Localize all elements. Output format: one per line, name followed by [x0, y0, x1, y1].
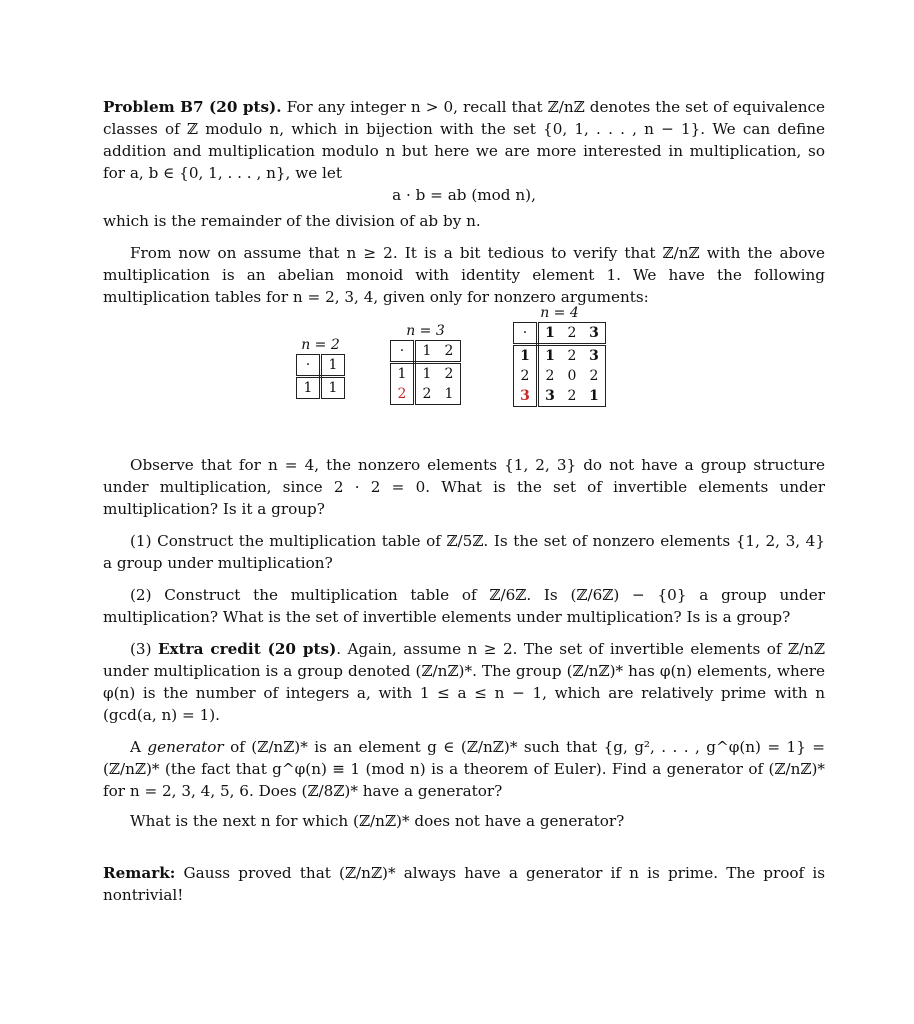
- multiplication-tables: [103, 305, 825, 446]
- question-1: (1) Construct the multiplication table of ℤ/5ℤ. Is the set of nonzero elements {1, 2, 3, 4} a group under multiplication?: [103, 532, 825, 572]
- generator-text: of (ℤ/nℤ)* is an element g ∈ (ℤ/nℤ)* such that {g, g², . . . , g^φ(n) = 1} = (ℤ/nℤ)* (the fact that g^φ(n) ≡ 1 (mod n) is a theorem of Euler). Find a generator of (ℤ/nℤ)* for n = 2, 3, 4, 5, 6. Does (ℤ/8ℤ)* have a generator?: [103, 738, 825, 800]
- table-n4-caption: n = 4: [540, 305, 579, 321]
- problem-intro: [103, 96, 825, 184]
- display-equation: a · b = ab (mod n),: [392, 186, 536, 204]
- problem-intro-text: For any integer n > 0, recall that ℤ/nℤ denotes the set of equivalence classes of ℤ modulo n, which in bijection with the set {0, 1, . . . , n − 1}. We can define addition and multiplication modulo n but here we are more interested in multiplication, so for a, b ∈ {0, 1, . . . , n}, we let: [103, 98, 825, 182]
- table-cell: ·: [391, 341, 415, 363]
- table-cell: 1: [545, 348, 555, 364]
- table-cell: 2: [567, 388, 577, 404]
- table-n4-grid: [513, 322, 606, 407]
- table-n2: [296, 336, 345, 399]
- assumption-paragraph: From now on assume that n ≥ 2. It is a bit tedious to verify that ℤ/nℤ with the above multiplication is an abelian monoid with identity element 1. We have the following multiplication tables for n = 2, 3, 4, given only for nonzero arguments:: [103, 244, 825, 306]
- table-cell: ·: [297, 355, 321, 377]
- generator-term: generator: [147, 738, 224, 756]
- table-cell: 1: [514, 345, 538, 367]
- table-n2-caption: n = 2: [301, 337, 340, 353]
- table-cell: ·: [514, 323, 538, 345]
- remainder-sentence: which is the remainder of the division of ab by n.: [103, 212, 481, 230]
- table-cell: 2: [391, 384, 415, 405]
- generator-paragraph: [103, 736, 825, 802]
- table-cell: 3: [514, 386, 538, 407]
- generator-pre: A: [130, 738, 148, 756]
- table-n3-grid: [390, 340, 461, 405]
- table-n3-caption: n = 3: [406, 323, 445, 339]
- table-cell: 3: [589, 348, 599, 364]
- table-cell: 2: [438, 341, 461, 363]
- table-cell: 1: [444, 386, 454, 402]
- question-3-label: (3): [130, 640, 158, 658]
- table-cell: 1: [321, 355, 345, 377]
- table-cell: 1: [321, 377, 345, 399]
- table-cell: 2: [444, 366, 454, 382]
- next-n-question: What is the next n for which (ℤ/nℤ)* does not have a generator?: [130, 812, 625, 830]
- table-n4: [513, 304, 606, 407]
- table-cell: 1: [538, 323, 562, 345]
- table-n2-grid: [296, 354, 345, 399]
- remark-label: Remark:: [103, 864, 176, 882]
- table-cell: 1: [422, 366, 432, 382]
- problem-heading: Problem B7 (20 pts).: [103, 98, 282, 116]
- question-3-text: . Again, assume n ≥ 2. The set of invertible elements of ℤ/nℤ under multiplication is a group denoted (ℤ/nℤ)*. The group (ℤ/nℤ)* has φ(n) elements, where φ(n) is the number of integers a, with 1 ≤ a ≤ n − 1, which are relatively prime with n (gcd(a, n) = 1).: [103, 640, 826, 724]
- table-cell: 2: [589, 368, 599, 384]
- table-cell: 1: [297, 377, 321, 399]
- question-2: (2) Construct the multiplication table of ℤ/6ℤ. Is (ℤ/6ℤ) − {0} a group under multiplication? What is the set of invertible elements under multiplication? Is is a group?: [103, 586, 825, 626]
- table-cell: 2: [561, 323, 583, 345]
- table-cell: 0: [567, 368, 577, 384]
- remark-paragraph: [103, 862, 825, 906]
- remark-text: Gauss proved that (ℤ/nℤ)* always have a generator if n is prime. The proof is nontrivial!: [103, 864, 825, 904]
- table-n3: [390, 322, 461, 405]
- table-cell: 2: [567, 348, 577, 364]
- table-cell: 1: [391, 363, 415, 385]
- table-cell: 2: [422, 386, 432, 402]
- table-cell: 3: [545, 388, 555, 404]
- table-cell: 3: [583, 323, 606, 345]
- table-cell: 2: [545, 368, 555, 384]
- problem-page: [103, 96, 825, 906]
- table-cell: 1: [589, 388, 599, 404]
- question-3-bold: Extra credit (20 pts): [157, 640, 337, 658]
- table-cell: 1: [415, 341, 439, 363]
- question-3: [103, 638, 825, 726]
- observation-paragraph: Observe that for n = 4, the nonzero elements {1, 2, 3} do not have a group structure under multiplication, since 2 · 2 = 0. What is the set of invertible elements under multiplication? Is it a group?: [103, 456, 825, 518]
- table-cell: 2: [514, 366, 538, 386]
